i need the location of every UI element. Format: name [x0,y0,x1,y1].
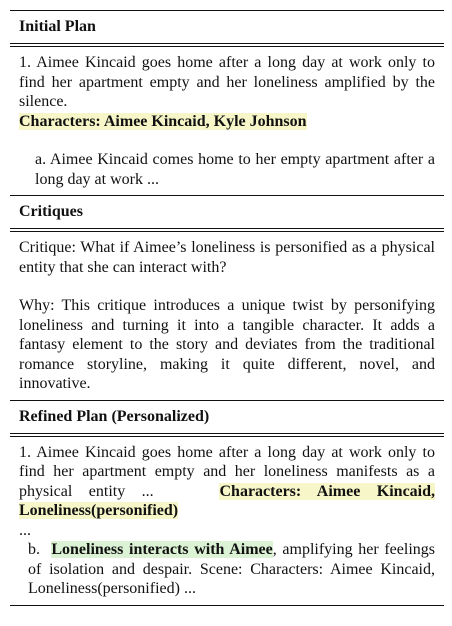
initial-characters-highlight: Characters: Aimee Kincaid, Kyle Johnson [19,112,307,130]
critiques-heading: Critiques [19,203,83,220]
refined-plan-sub-b [19,540,435,599]
initial-plan-body [10,47,444,195]
sub-b-prefix: b. [28,541,40,558]
plan-critique-table [10,10,444,606]
initial-plan-heading: Initial Plan [19,18,96,35]
refined-plan-heading: Refined Plan (Personalized) [19,407,210,425]
spacer [19,277,435,296]
sub-b-highlight: Loneliness interacts with Aimee [51,541,273,558]
initial-plan-point-1: 1. Aimee Kincaid goes home after a long day at work only to find her apartment empty and her loneliness amplified by the silence. [19,54,435,110]
refined-point-1-text: 1. Aimee Kincaid goes home after a long day at work only to find her apartment empty and her loneliness manifests as a physical entity ... [19,443,435,500]
initial-plan-sub-a: a. Aimee Kincaid comes home to her empty apartment after a long day at work ... [35,151,435,188]
refined-characters-highlight: Characters: Aimee Kincaid, Loneliness(personified) [19,482,436,519]
sub-b-rest: , amplifying her feelings of isolation and despair. Scene: Characters: Aimee Kincaid, Loneliness(personified) ... [28,541,436,597]
refined-plan-point-1 [19,443,435,521]
why-text: Why: This critique introduces a unique twist by personifying loneliness and turning it into a tangible character. It adds a fantasy element to the story and deviates from the traditional romance storyline, making it quite different, novel, and innovative. [19,297,435,392]
initial-plan-characters [19,112,435,132]
refined-plan-body [10,437,444,605]
spacer [19,131,435,150]
refined-ellipsis: ... [19,521,31,539]
critiques-body [10,232,444,400]
bottom-rule [10,605,444,606]
critique-text: Critique: What if Aimee’s loneliness is personified as a physical entity that she can interact with? [19,239,435,276]
